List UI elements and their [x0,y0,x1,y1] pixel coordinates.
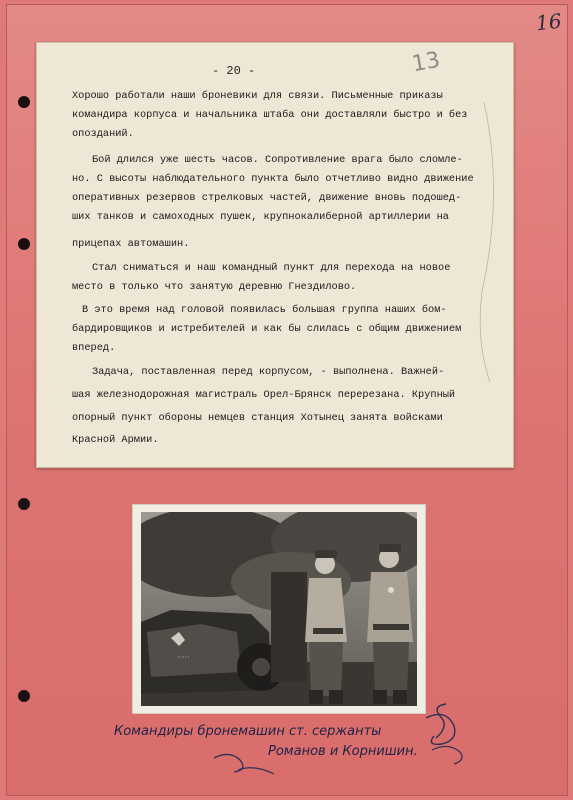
photograph-soldiers-armored-car [141,512,417,706]
pencil-page-mark: 13 [410,47,442,78]
text-line: Красной Армии. [72,434,159,446]
photo-caption-line-1: Командиры бронемашин ст. сержанты [114,724,382,739]
pencil-margin-line [36,42,514,468]
text-line: но. С высоты наблюдательного пункта было отчетливо видно движение [72,173,474,185]
signature-scribble [208,744,288,784]
photo-mount [132,504,426,714]
text-line: Хорошо работали наши броневики для связи. Письменные приказы [72,90,443,102]
punch-hole [18,238,30,250]
text-line: опозданий. [72,128,134,140]
text-line: В это время над головой появилась большая группа наших бом- [82,304,447,316]
page-corner-number: 16 [534,8,563,36]
signature-scribble [418,690,488,780]
text-line: Бой длился уже шесть часов. Сопротивление врага было сломле- [92,154,463,166]
text-line: командира корпуса и начальника штаба они доставляли быстро и без [72,109,468,121]
text-line: прицепах автомашин. [72,238,190,250]
punch-hole [18,690,30,702]
text-line: бардировщиков и истребителей и как бы слилась с общим движением [72,323,462,335]
text-line: оперативных резервов стрелковых частей, движение вновь подошед- [72,192,462,204]
text-line: место в только что занятую деревню Гнездилово. [72,281,357,293]
svg-text:·····: ····· [177,653,190,662]
text-line: вперед. [72,342,116,354]
photo-caption-line-2: Романов и Корнишин. [268,744,418,759]
text-line: ших танков и самоходных пушек, крупнокалиберной артиллерии на [72,211,449,223]
photo-illustration [141,512,417,706]
typed-document-sheet [36,42,514,468]
text-line: шая железнодорожная магистраль Орел-Брянск перерезана. Крупный [72,389,456,401]
text-line: опорный пункт обороны немцев станция Хотынец занята войсками [72,412,443,424]
punch-hole [18,498,30,510]
sheet-page-number: - 20 - [212,64,256,78]
text-line: Задача, поставленная перед корпусом, - выполнена. Важней- [92,366,445,378]
punch-hole [18,96,30,108]
text-line: Стал сниматься и наш командный пункт для перехода на новое [92,262,451,274]
